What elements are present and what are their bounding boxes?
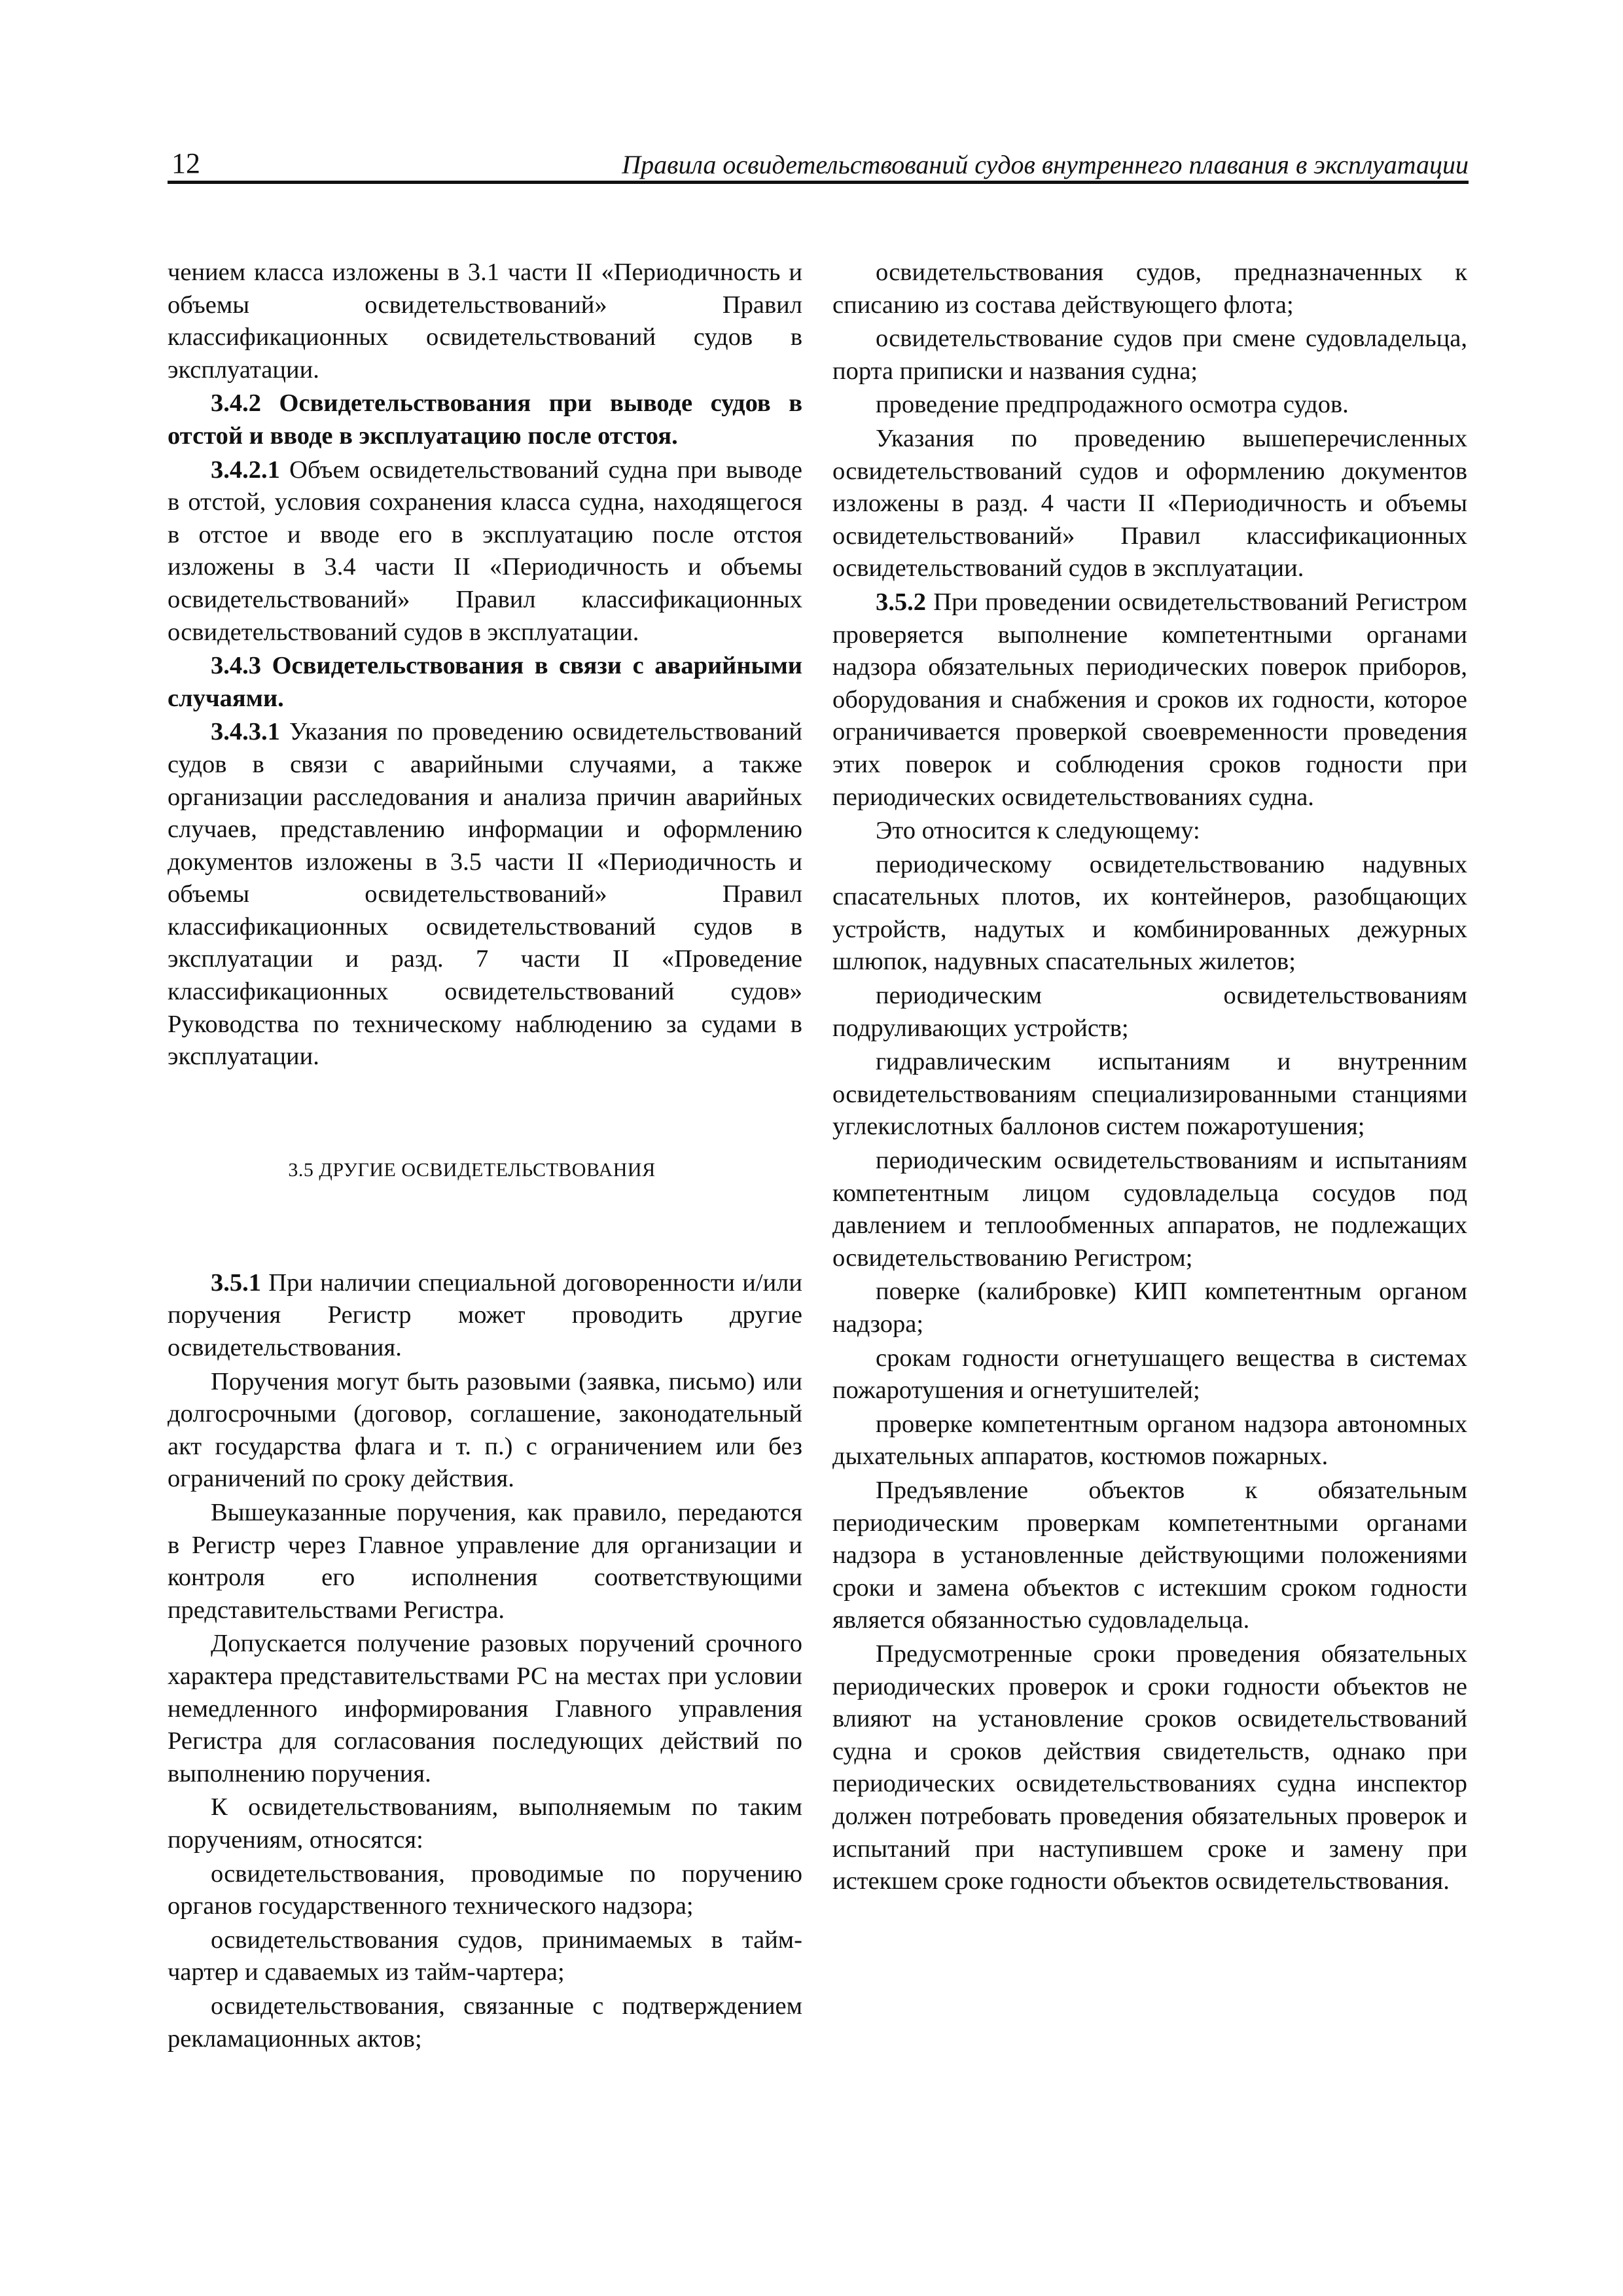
paragraph-text: Указания по проведению освидетельствований судов в связи с аварийными случаями, а также организации расследования и анализа причин аварийных случаев, представлению информации и оформлению документов изложены в 3.5 части II «Периодичность и объемы освидетельствований» Правил классификационных освидетельствований судов в эксплуатации и разд. 7 части II «Проведение классификационных освидетельствований судов» Руководства по техническому наблюдению за судами в эксплуатации.: [168, 718, 802, 1071]
clause-number: 3.4.3.1: [211, 718, 280, 746]
list-item: освидетельствования, проводимые по поручению органов государственного технического надзора;: [168, 1859, 802, 1920]
list-item: гидравлическим испытаниям и внутренним освидетельствованиям специализированными станциями углекислотных баллонов систем пожаротушения;: [832, 1048, 1467, 1141]
paragraph: чением класса изложены в 3.1 части II «Периодичность и объемы освидетельствований» Правил классификационных освидетельствований судов в эксплуатации.: [168, 259, 802, 384]
paragraph-3-5-1: [168, 1267, 802, 1365]
paragraph-3-4-3-1: [168, 716, 802, 1073]
list-item: освидетельствования, связанные с подтверждением рекламационных актов;: [168, 1992, 802, 2053]
paragraph: Указания по проведению вышеперечисленных освидетельствований судов и оформлению документов изложены в разд. 4 части II «Периодичность и объемы освидетельствований» Правил классификационных освидетельствований судов в эксплуатации.: [832, 424, 1467, 583]
list-item: проверке компетентным органом надзора автономных дыхательных аппаратов, костюмов пожарных.: [832, 1410, 1467, 1471]
right-column: [832, 257, 1467, 1899]
paragraph-3-4-2-1: [168, 454, 802, 649]
paragraph: К освидетельствованиям, выполняемым по таким поручениям, относятся:: [168, 1793, 802, 1854]
paragraph-text: Объем освидетельствований судна при выводе в отстой, условия сохранения класса судна, находящегося в отстое и вводе его в эксплуатацию после отстоя изложены в 3.4 части II «Периодичность и объемы освидетельствований» Правил классификационных освидетельствований судов в эксплуатации.: [168, 456, 802, 646]
paragraph: Предъявление объектов к обязательным периодическим проверкам компетентными органами надзора в установленные действующими положениями сроки и замена объектов с истекшим сроком годности является обязанностью судовладельца.: [832, 1476, 1467, 1634]
paragraph: Поручения могут быть разовыми (заявка, письмо) или долгосрочными (договор, соглашение, законодательный акт государства флага и т. п.) с ограничением или без ограничений по сроку действия.: [168, 1367, 802, 1493]
list-item: периодическим освидетельствованиям подруливающих устройств;: [832, 982, 1467, 1042]
list-item: срокам годности огнетушащего вещества в системах пожаротушения и огнетушителей;: [832, 1344, 1467, 1405]
left-column: [168, 257, 802, 2056]
paragraph-3-5-2: [832, 586, 1467, 814]
paragraph: Допускается получение разовых поручений срочного характера представительствами РС на местах при условии немедленного информирования Главного управления Регистра для согласования последующих действий по выполнению поручения.: [168, 1630, 802, 1787]
list-item: освидетельствования судов, предназначенных к списанию из состава действующего флота;: [832, 259, 1467, 319]
subsection-heading-3-4-3: 3.4.3 Освидетельствования в связи с аварийными случаями.: [168, 652, 802, 712]
list-item: периодическому освидетельствованию надувных спасательных плотов, их контейнеров, разобщающих устройств, надутых и комбинированных дежурных шлюпок, надувных спасательных жилетов;: [832, 850, 1467, 976]
list-item: проведение предпродажного осмотра судов.: [876, 391, 1349, 419]
running-title: Правила освидетельствований судов внутреннего плавания в эксплуатации: [622, 150, 1469, 179]
list-item: поверке (калибровке) КИП компетентным органом надзора;: [832, 1278, 1467, 1338]
list-item: освидетельствование судов при смене судовладельца, порта приписки и названия судна;: [832, 325, 1467, 385]
page-number: 12: [171, 147, 200, 179]
clause-number: 3.5.1: [211, 1268, 261, 1297]
subsection-heading-3-4-2: 3.4.2 Освидетельствования при выводе судов в отстой и вводе в эксплуатацию после отстоя.: [168, 389, 802, 450]
paragraph: Это относится к следующему:: [876, 817, 1200, 845]
paragraph-text: При наличии специальной договоренности и/или поручения Регистр может проводить другие освидетельствования.: [168, 1268, 802, 1362]
paragraph-text: При проведении освидетельствований Регистром проверяется выполнение компетентными органами надзора обязательных периодических поверок приборов, оборудования и снабжения и сроков их годности, которое ограничивается проверкой своевременности проведения этих поверок и соблюдения сроков годности при периодических освидетельствованиях судна.: [832, 588, 1467, 811]
clause-number: 3.4.2.1: [211, 456, 280, 484]
clause-number: 3.5.2: [876, 588, 926, 616]
list-item: периодическим освидетельствованиям и испытаниям компетентным лицом судовладельца сосудов под давлением и теплообменных аппаратов, не подлежащих освидетельствованию Регистром;: [832, 1147, 1467, 1272]
paragraph: Предусмотренные сроки проведения обязательных периодических проверок и сроки годности объектов не влияют на установление сроков освидетельствований судна и сроков действия свидетельств, однако при периодических освидетельствованиях судна инспектор должен потребовать проведения обязательных проверок и испытаний при наступившем сроке и замену при истекшем сроке годности объектов освидетельствования.: [832, 1640, 1467, 1895]
page-header: [168, 141, 1469, 184]
section-title: 3.5 ДРУГИЕ ОСВИДЕТЕЛЬСТВОВАНИЯ: [288, 1158, 656, 1181]
list-item: освидетельствования судов, принимаемых в тайм-чартер и сдаваемых из тайм-чартера;: [168, 1926, 802, 1986]
paragraph: Вышеуказанные поручения, как правило, передаются в Регистр через Главное управление для организации и контроля его исполнения соответствующими представительствами Регистра.: [168, 1499, 802, 1624]
